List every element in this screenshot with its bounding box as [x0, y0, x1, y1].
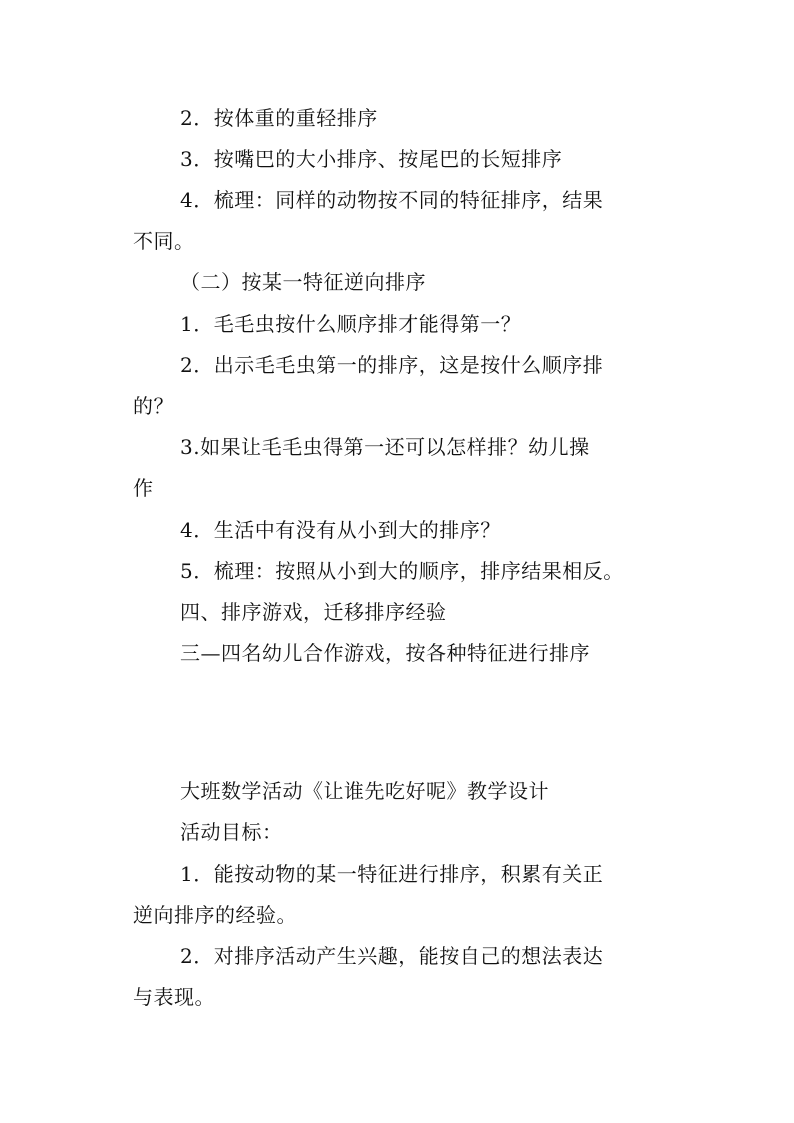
list-item-objective-2: 2．对排序活动产生兴趣，能按自己的想法表达 — [180, 944, 604, 968]
list-item-summary-1: 4．梳理：同样的动物按不同的特征排序，结果 — [180, 188, 604, 212]
section-heading-reverse-order: （二）按某一特征逆向排序 — [180, 270, 426, 294]
list-item-summary-2: 5．梳理：按照从小到大的顺序，排序结果相反。 — [180, 559, 624, 583]
page-title: 大班数学活动《让谁先吃好呢》教学设计 — [180, 779, 549, 803]
list-item-caterpillar-show-cont: 的？ — [133, 394, 174, 418]
list-item-caterpillar-question: 1．毛毛虫按什么顺序排才能得第一？ — [180, 312, 522, 336]
list-item-objective-2-cont: 与表现。 — [133, 985, 215, 1009]
list-item-caterpillar-show: 2．出示毛毛虫第一的排序，这是按什么顺序排 — [180, 353, 604, 377]
list-item-child-operate: 3.如果让毛毛虫得第一还可以怎样排？幼儿操 — [180, 435, 590, 459]
list-item-objective-1-cont: 逆向排序的经验。 — [133, 903, 297, 927]
paragraph-group-game: 三—四名幼儿合作游戏，按各种特征进行排序 — [180, 641, 590, 665]
list-item-mouth-tail-order: 3．按嘴巴的大小排序、按尾巴的长短排序 — [180, 147, 563, 171]
list-item-objective-1: 1．能按动物的某一特征进行排序，积累有关正 — [180, 862, 604, 886]
section-heading-game: 四、排序游戏，迁移排序经验 — [180, 600, 447, 624]
list-item-child-operate-cont: 作 — [133, 476, 154, 500]
list-item-life-question: 4．生活中有没有从小到大的排序？ — [180, 518, 501, 542]
list-item-weight-order: 2．按体重的重轻排序 — [180, 106, 378, 130]
section-heading-objectives: 活动目标： — [180, 820, 283, 844]
list-item-summary-1-cont: 不同。 — [133, 229, 195, 253]
